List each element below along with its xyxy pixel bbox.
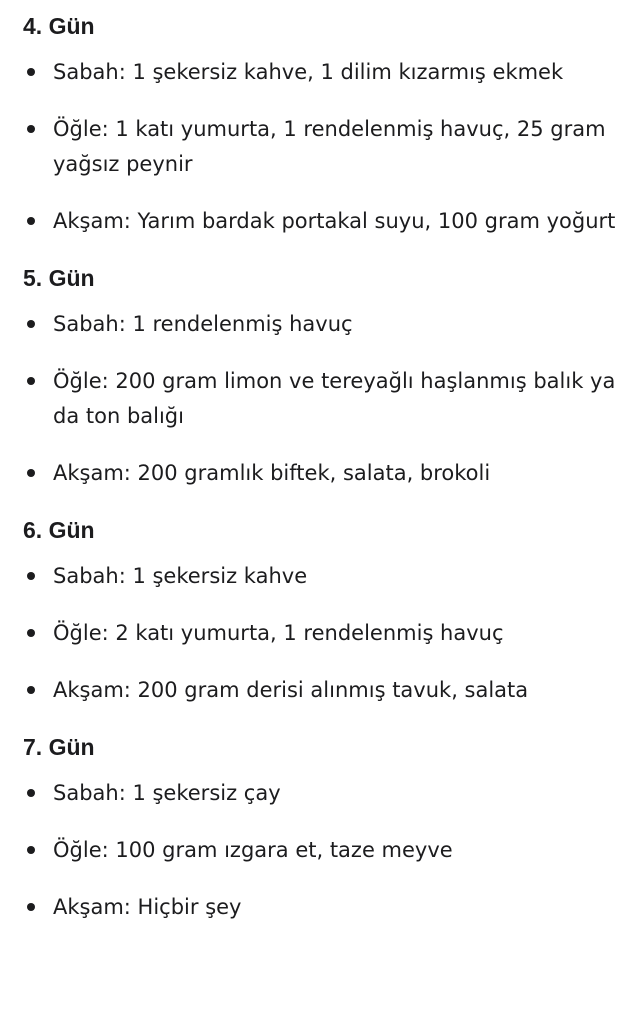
- day-section-5: [23, 261, 637, 491]
- meal-text: Sabah: 1 rendelenmiş havuç: [53, 312, 353, 336]
- meal-list: [23, 776, 637, 925]
- meal-text: Akşam: 200 gram derisi alınmış tavuk, salata: [53, 678, 529, 702]
- meal-item-dinner: [23, 890, 637, 925]
- day-section-6: [23, 513, 637, 708]
- meal-item-dinner: [23, 456, 637, 491]
- meal-item-lunch: [23, 616, 637, 651]
- bullet-icon: [27, 68, 35, 76]
- bullet-icon: [27, 125, 35, 133]
- meal-item-breakfast: [23, 559, 637, 594]
- day-section-7: [23, 730, 637, 925]
- meal-text: Akşam: 200 gramlık biftek, salata, brokoli: [53, 461, 491, 485]
- meal-text: Sabah: 1 şekersiz çay: [53, 781, 281, 805]
- day-heading: 6. Gün: [23, 517, 95, 543]
- bullet-icon: [27, 469, 35, 477]
- bullet-icon: [27, 903, 35, 911]
- meal-item-lunch: [23, 112, 637, 182]
- meal-text: Sabah: 1 şekersiz kahve: [53, 564, 308, 588]
- meal-text: Sabah: 1 şekersiz kahve, 1 dilim kızarmış ekmek: [53, 60, 564, 84]
- bullet-icon: [27, 377, 35, 385]
- day-heading: 4. Gün: [23, 13, 95, 39]
- meal-item-breakfast: [23, 776, 637, 811]
- meal-item-lunch: [23, 364, 637, 434]
- meal-item-breakfast: [23, 307, 637, 342]
- meal-list: [23, 307, 637, 491]
- bullet-icon: [27, 629, 35, 637]
- meal-text: Öğle: 2 katı yumurta, 1 rendelenmiş havuç: [53, 621, 504, 645]
- meal-list: [23, 55, 637, 239]
- meal-item-dinner: [23, 204, 637, 239]
- day-heading: 7. Gün: [23, 734, 95, 760]
- bullet-icon: [27, 572, 35, 580]
- meal-text: Öğle: 1 katı yumurta, 1 rendelenmiş havuç, 25 gram yağsız peynir: [53, 117, 606, 176]
- bullet-icon: [27, 320, 35, 328]
- meal-text: Akşam: Yarım bardak portakal suyu, 100 gram yoğurt: [53, 209, 616, 233]
- meal-item-dinner: [23, 673, 637, 708]
- bullet-icon: [27, 789, 35, 797]
- meal-list: [23, 559, 637, 708]
- meal-item-breakfast: [23, 55, 637, 90]
- day-section-4: [23, 9, 637, 239]
- meal-text: Öğle: 200 gram limon ve tereyağlı haşlanmış balık ya da ton balığı: [53, 369, 616, 428]
- meal-text: Öğle: 100 gram ızgara et, taze meyve: [53, 838, 453, 862]
- bullet-icon: [27, 686, 35, 694]
- bullet-icon: [27, 217, 35, 225]
- meal-item-lunch: [23, 833, 637, 868]
- day-heading: 5. Gün: [23, 265, 95, 291]
- bullet-icon: [27, 846, 35, 854]
- meal-text: Akşam: Hiçbir şey: [53, 895, 242, 919]
